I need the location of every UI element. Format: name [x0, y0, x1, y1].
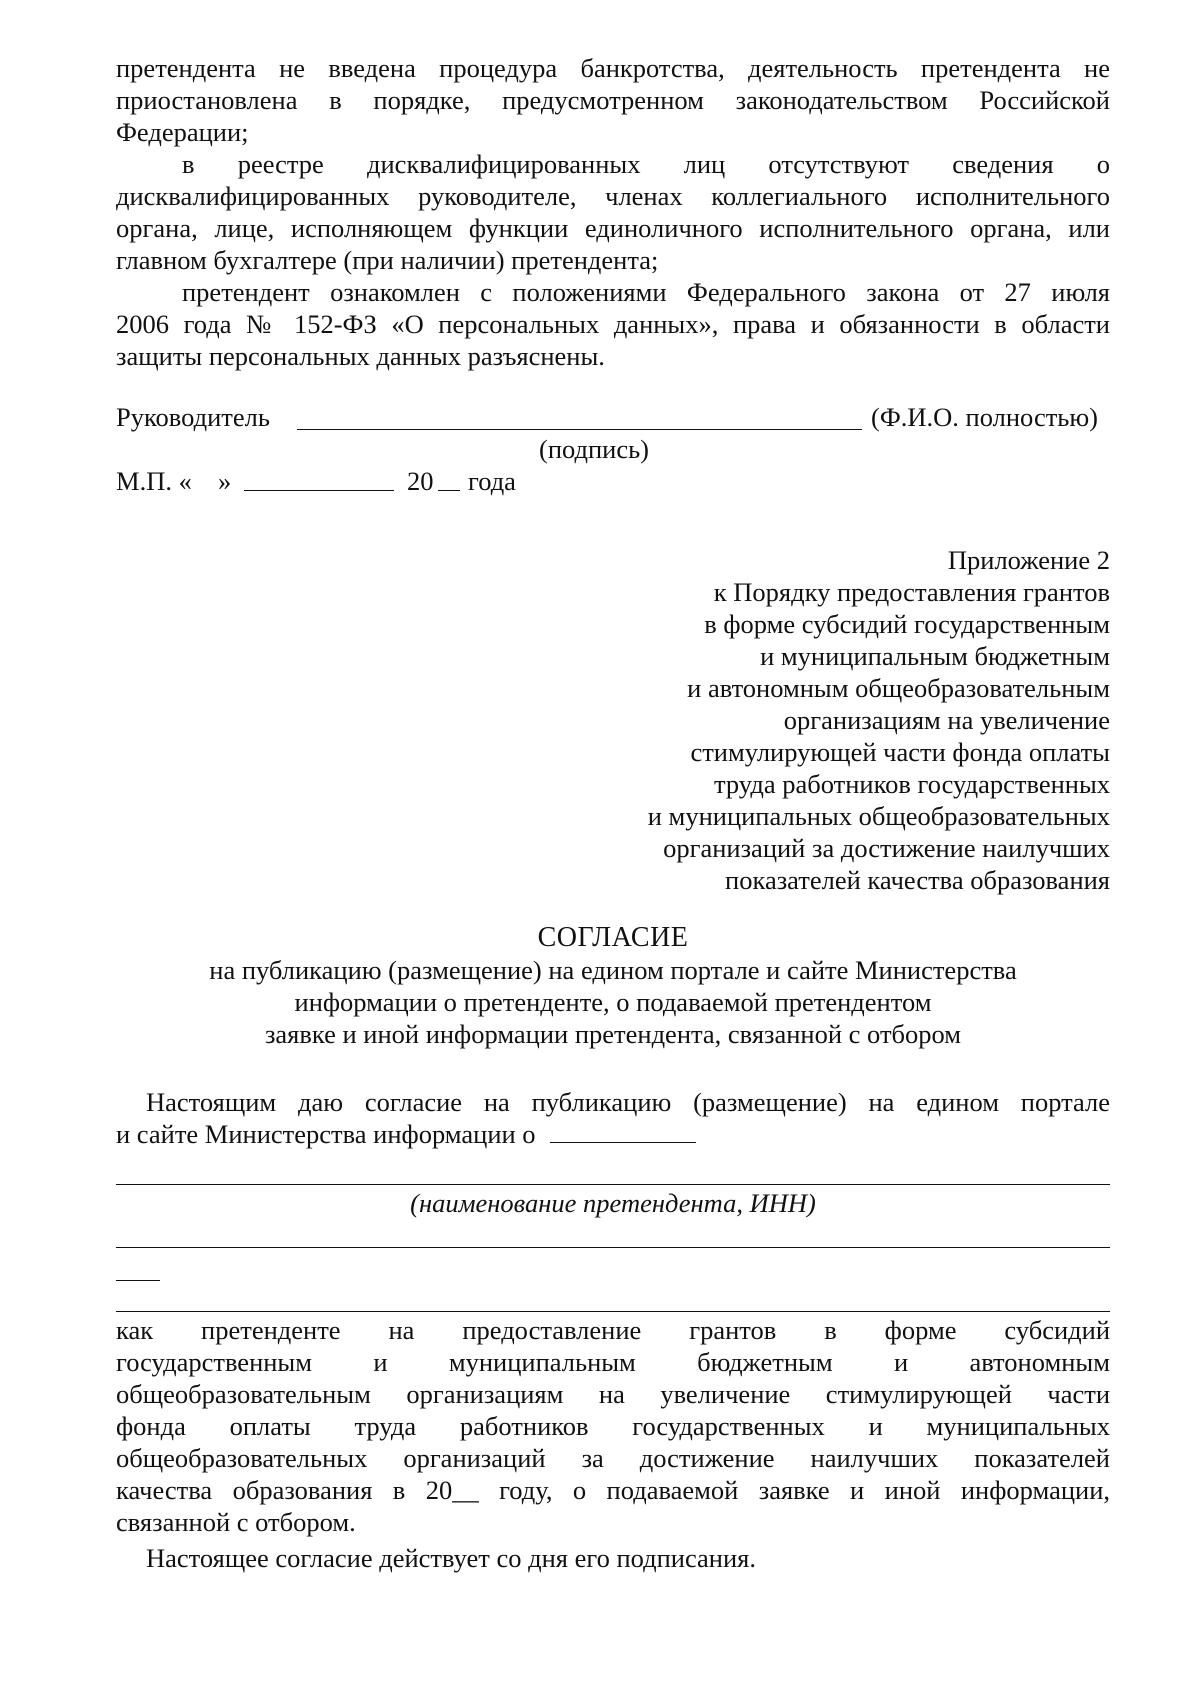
- year-suffix: года: [468, 466, 516, 496]
- text-line: 2006 года № 152-ФЗ «О персональных данных», права и обязанности в области: [116, 309, 1110, 339]
- text-line: и сайте Министерства информации о: [116, 1119, 536, 1149]
- quote-close: »: [218, 466, 232, 496]
- consent-title-block: [116, 922, 1110, 1050]
- signature-row: [116, 402, 1110, 464]
- year-prefix: 20: [407, 466, 434, 496]
- text-line: претендент ознакомлен с положениями Федерального закона от 27 июля: [182, 277, 1110, 307]
- applicant-extra-line-2[interactable]: [116, 1311, 1110, 1312]
- intro-paragraph-2: [116, 148, 1110, 276]
- applicant-name-line[interactable]: [116, 1184, 1110, 1185]
- consent-subtitle-line: на публикацию (размещение) на едином портале и сайте Министерства: [209, 955, 1017, 985]
- text-line: общеобразовательных организаций за достижение наилучших показателей: [116, 1443, 1110, 1473]
- stamp-label: М.П. «: [116, 466, 192, 496]
- applicant-extra-short-line[interactable]: [116, 1280, 160, 1281]
- text-line: главном бухгалтере (при наличии) претендента;: [116, 245, 659, 275]
- text-line: дисквалифицированных руководителе, членах коллегиального исполнительного: [116, 181, 1110, 211]
- text-line: как претенденте на предоставление грантов в форме субсидий: [116, 1315, 1110, 1345]
- appendix-line: к Порядку предоставления грантов: [713, 577, 1110, 607]
- year-blank[interactable]: [438, 466, 460, 491]
- appendix-line: показателей качества образования: [725, 865, 1110, 895]
- appendix-line: организациям на увеличение: [783, 705, 1110, 735]
- signature-caption: (подпись): [539, 434, 650, 464]
- applicant-blank-short[interactable]: [550, 1118, 696, 1143]
- consent-title: СОГЛАСИЕ: [537, 922, 689, 953]
- text-line: государственным и муниципальным бюджетным и автономным: [116, 1347, 1110, 1377]
- text-line: фонда оплаты труда работников государственных и муниципальных: [116, 1411, 1110, 1441]
- consent-info-line: [116, 1118, 1110, 1150]
- month-blank[interactable]: [244, 466, 394, 491]
- text-line: Настоящим даю согласие на публикацию (размещение) на едином портале: [146, 1087, 1110, 1117]
- signature-fio-label: (Ф.И.О. полностью): [871, 402, 1098, 432]
- intro-paragraph-1: [116, 52, 1110, 148]
- text-line: органа, лице, исполняющем функции единоличного исполнительного органа, или: [116, 213, 1110, 243]
- document-page: [116, 52, 1110, 1574]
- consent-closing: Настоящее согласие действует со дня его подписания.: [146, 1543, 756, 1573]
- applicant-name-caption: (наименование претендента, ИНН): [410, 1188, 816, 1218]
- intro-paragraph-3: [116, 276, 1110, 372]
- text-line: защиты персональных данных разъяснены.: [116, 341, 605, 371]
- text-line: качества образования в 20__ году, о подаваемой заявке и иной информации,: [116, 1475, 1110, 1505]
- consent-subtitle-line: информации о претенденте, о подаваемой претендентом: [294, 987, 932, 1017]
- appendix-line: стимулирующей части фонда оплаты: [690, 737, 1110, 767]
- signature-label: Руководитель: [116, 402, 270, 432]
- appendix-line: Приложение 2: [947, 545, 1110, 575]
- appendix-line: организаций за достижение наилучших: [663, 833, 1110, 863]
- appendix-line: и автономным общеобразовательным: [687, 673, 1110, 703]
- text-line: связанной с отбором.: [116, 1507, 356, 1537]
- appendix-line: и муниципальных общеобразовательных: [647, 801, 1110, 831]
- text-line: Федерации;: [116, 117, 249, 147]
- consent-subtitle-line: заявке и иной информации претендента, связанной с отбором: [264, 1019, 962, 1049]
- text-line: претендента не введена процедура банкротства, деятельность претендента не: [116, 53, 1110, 83]
- stamp-date-row: [116, 466, 1110, 498]
- signature-line[interactable]: [297, 429, 862, 430]
- applicant-extra-line[interactable]: [116, 1247, 1110, 1248]
- consent-paragraph: [116, 1314, 1110, 1538]
- appendix-line: и муниципальным бюджетным: [760, 641, 1110, 671]
- appendix-line: труда работников государственных: [714, 769, 1110, 799]
- appendix-line: в форме субсидий государственным: [704, 609, 1110, 639]
- text-line: приостановлена в порядке, предусмотренном законодательством Российской: [116, 85, 1110, 115]
- appendix-header: [116, 544, 1110, 896]
- text-line: в реестре дисквалифицированных лиц отсутствуют сведения о: [182, 149, 1110, 179]
- consent-body: [116, 1086, 1110, 1150]
- text-line: общеобразовательным организациям на увеличение стимулирующей части: [116, 1379, 1110, 1409]
